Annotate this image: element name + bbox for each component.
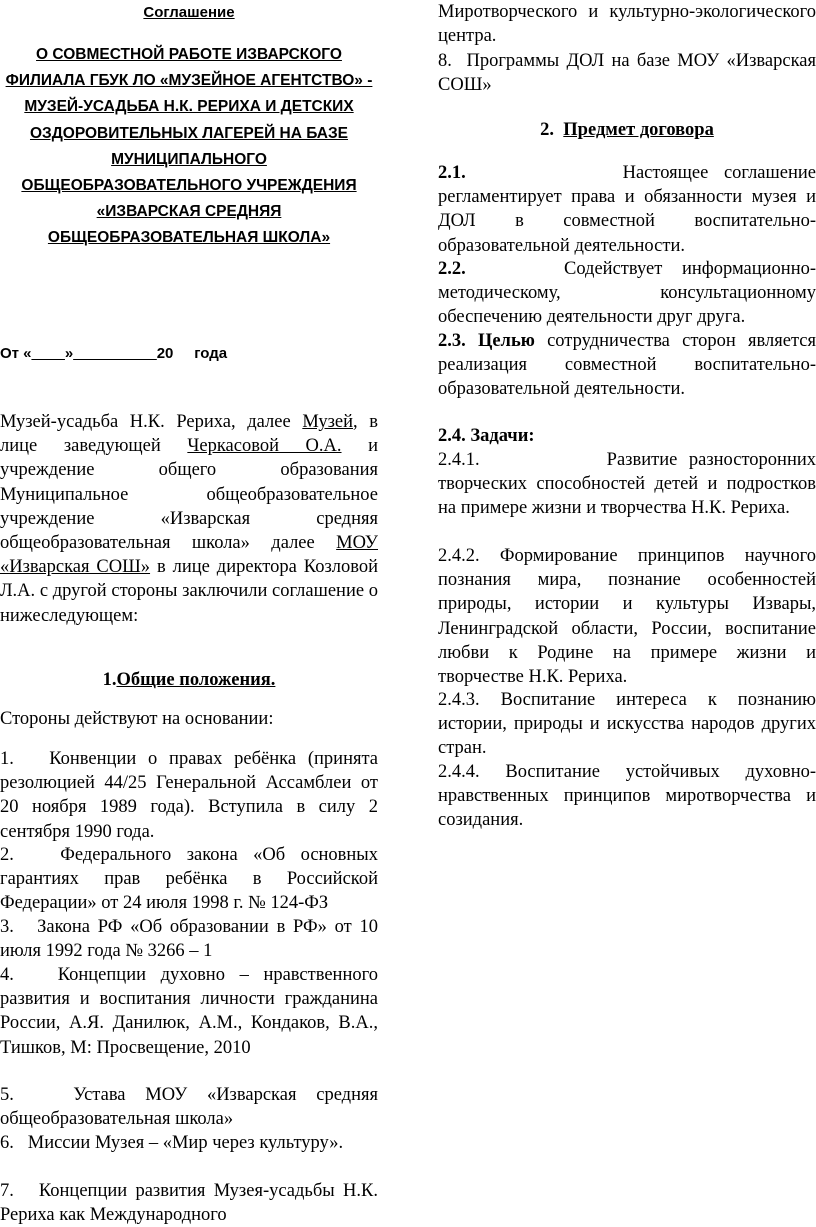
list-item: 7. Концепции развития Музея-усадьбы Н.К. Рериха как Международного <box>0 1181 378 1226</box>
clause-text: сотрудничества сторон является реализация совместной воспитательно-образовательной деятельности. <box>438 331 816 400</box>
list-item: 5. Устава МОУ «Изварская средняя общеобразовательная школа» <box>0 1085 378 1130</box>
task-item: 2.4.2. Формирование принципов научного познания мира, познание особенностей природы, истории и культуры Извары, Ленинградской области, России, воспитание любви к Родине на примере жизни и творчестве Н.К. Рериха. <box>438 546 816 688</box>
clause-2-3 <box>438 329 816 402</box>
task-item: 2.4.1. Развитие разносторонних творческих способностей детей и подростков на примере жизни и творчества Н.К. Рериха. <box>438 450 816 519</box>
date-day-blank: ____ <box>31 345 65 362</box>
date-line <box>0 345 227 362</box>
date-suffix: года <box>194 345 228 362</box>
list-item: 3. Закона РФ «Об образовании в РФ» от 10 июля 1992 года № 3266 – 1 <box>0 917 378 962</box>
date-mid: » <box>64 345 74 362</box>
school-term: МОУ «Изварская СОШ» <box>0 533 378 578</box>
intro-paragraph <box>0 410 378 628</box>
museum-term: Музей <box>302 412 353 432</box>
clause-number: 2.1. <box>438 163 466 183</box>
intro-text-2: , в лице заведующей <box>0 412 378 457</box>
section-2-number: 2. <box>540 120 555 140</box>
date-year: 20 <box>156 345 174 362</box>
list-item: 2. Федерального закона «Об основных гарантиях прав ребёнка в Российской Федерации» от 24 июля 1998 г. № 124-ФЗ <box>0 845 378 914</box>
clause-text: Содействует информационно-методическому, консультационному обеспечению деятельности друг друга. <box>438 259 816 328</box>
section-1-title: Общие положения. <box>116 670 276 690</box>
tasks-title: 2.4. Задачи: <box>438 426 535 446</box>
clause-keyword: Целью <box>465 331 535 351</box>
clause-number: 2.3. <box>438 331 466 351</box>
task-item: 2.4.3. Воспитание интереса к познанию истории, природы и искусства народов других стран. <box>438 690 816 759</box>
date-month-blank: __________ <box>73 345 157 362</box>
intro-text-1: Музей-усадьба Н.К. Рериха, далее <box>0 412 303 432</box>
clause-2-2 <box>438 257 816 330</box>
list-item-continuation: Миротворческого и культурно-экологического центра. <box>438 2 816 47</box>
section-1-heading <box>0 670 378 691</box>
section-1-number: 1. <box>102 670 117 690</box>
date-prefix: От « <box>0 345 32 362</box>
task-item: 2.4.4. Воспитание устойчивых духовно-нравственных принципов миротворчества и созидания. <box>438 762 816 831</box>
list-item: 1. Конвенции о правах ребёнка (принята резолюцией 44/25 Генеральной Ассамблеи от 20 ноября 1989 года). Вступила в силу 2 сентября 1990 года. <box>0 749 378 842</box>
list-item: 4. Концепции духовно – нравственного развития и воспитания личности гражданина России, А.Я. Данилюк, А.М., Кондаков, В.А., Тишков, М: Просвещение, 2010 <box>0 965 378 1058</box>
head-name: Черкасовой О.А. <box>187 436 342 457</box>
clause-number: 2.2. <box>438 259 466 279</box>
list-item: 6. Миссии Музея – «Мир через культуру». <box>0 1133 344 1153</box>
document-title: Соглашение <box>143 4 235 21</box>
clause-2-1 <box>438 161 816 258</box>
section-2-heading <box>438 120 816 141</box>
section-1-lead: Стороны действуют на основании: <box>0 709 274 729</box>
list-item: 8. Программы ДОЛ на базе МОУ «Изварская СОШ» <box>438 51 816 96</box>
intro-text-4: в лице директора Козловой Л.А. с другой стороны заключили соглашение о нижеследующем: <box>0 557 378 626</box>
section-2-title: Предмет договора <box>563 120 714 140</box>
intro-text-3: и учреждение общего образования Муниципальное общеобразовательное учреждение «Изварская средняя общеобразовательная школа» далее <box>0 436 378 554</box>
document-subtitle: О СОВМЕСТНОЙ РАБОТЕ ИЗВАРСКОГО ФИЛИАЛА ГБУК ЛО «МУЗЕЙНОЕ АГЕНТСТВО» - МУЗЕЙ-УСАДЬБА Н.К. РЕРИХА И ДЕТСКИХ ОЗДОРОВИТЕЛЬНЫХ ЛАГЕРЕЙ НА БАЗЕ МУНИЦИПАЛЬНОГО ОБЩЕОБРАЗОВАТЕЛЬНОГО УЧРЕЖДЕНИЯ «ИЗВАРСКАЯ СРЕДНЯЯ ОБЩЕОБРАЗОВАТЕЛЬНАЯ ШКОЛА» <box>5 46 373 247</box>
clause-text: Настоящее соглашение регламентирует права и обязанности музея и ДОЛ в совместной воспитательно-образовательной деятельности. <box>438 163 816 256</box>
